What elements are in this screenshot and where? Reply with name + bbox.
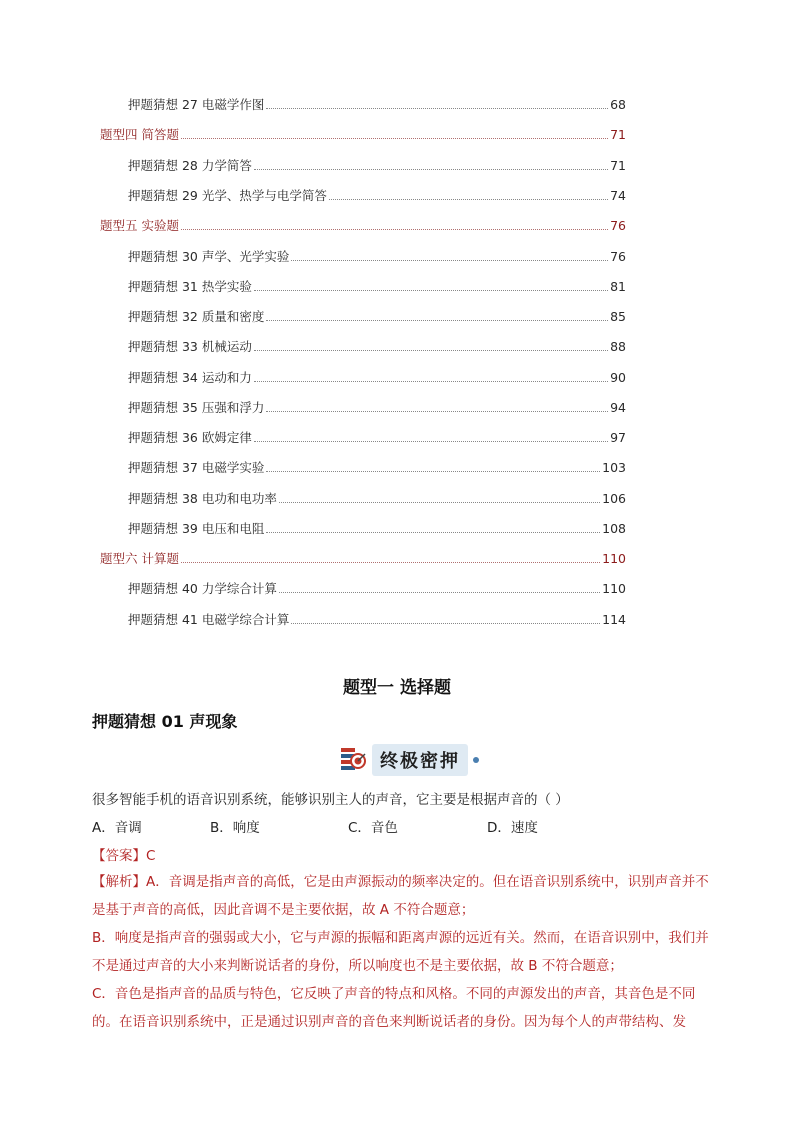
toc-entry[interactable] [128,400,626,416]
banner-label: 终极密押 [372,744,468,776]
toc-entry-title: 押题猜想 36 欧姆定律 [128,430,252,445]
section-heading: 题型一 选择题 [343,678,451,698]
toc-entry-page: 94 [610,400,626,415]
toc-entry[interactable] [128,612,626,628]
toc-entry-title: 押题猜想 31 热学实验 [128,279,252,294]
toc-entry-page: 68 [610,97,626,112]
toc-entry-page: 108 [602,521,626,536]
toc-leader-dots [279,501,600,503]
toc-entry[interactable] [128,339,626,355]
toc-entry-title: 押题猜想 35 压强和浮力 [128,400,265,415]
analysis-label: 【解析】 [92,874,146,890]
toc-entry[interactable] [128,521,626,537]
toc-leader-dots [329,198,608,200]
toc-entry-page: 71 [610,158,626,173]
toc-leader-dots [254,168,608,170]
option-c[interactable]: C．音色 [348,820,398,836]
toc-leader-dots [266,470,600,472]
analysis-paragraph: C．音色是指声音的品质与特色，它反映了声音的特点和风格。不同的声源发出的声音，其音色是不同的。在语音识别系统中，正是通过识别声音的音色来判断说话者的身份。因为每个人的声带结构、发 [92,986,696,1030]
toc-entry[interactable] [128,249,626,265]
toc-entry-page: 76 [610,218,626,233]
toc-entry-title: 押题猜想 34 运动和力 [128,370,252,385]
toc-section-entry[interactable] [100,551,626,567]
toc-entry-title: 押题猜想 33 机械运动 [128,339,252,354]
toc-entry-page: 74 [610,188,626,203]
toc-entry-page: 90 [610,370,626,385]
toc-leader-dots [291,622,600,624]
final-prediction-banner [340,744,479,776]
toc-entry-page: 103 [602,460,626,475]
toc-entry-page: 114 [602,612,626,627]
toc-entry[interactable] [128,158,626,174]
toc-entry[interactable] [128,309,626,325]
toc-entry[interactable] [128,97,626,113]
analysis-text: A．音调是指声音的高低，它是由声源振动的频率决定的。但在语音识别系统中，识别声音并不是基于声音的高低，因此音调不是主要依据，故 A 不符合题意； [92,874,709,918]
analysis-paragraph [92,868,722,924]
toc-leader-dots [266,319,608,321]
toc-entry-page: 110 [602,581,626,596]
toc-entry-title: 题型四 简答题 [100,127,179,142]
answer-value: C [146,848,156,864]
option-b[interactable]: B．响度 [210,820,260,836]
toc-entry-page: 110 [602,551,626,566]
toc-section-entry[interactable] [100,127,626,143]
toc-leader-dots [266,107,608,109]
option-a[interactable]: A．音调 [92,820,142,836]
toc-entry-title: 押题猜想 32 质量和密度 [128,309,265,324]
toc-entry-title: 押题猜想 40 力学综合计算 [128,581,277,596]
target-board-icon [340,745,366,775]
toc-entry-title: 押题猜想 28 力学简答 [128,158,252,173]
toc-leader-dots [181,137,608,139]
toc-entry[interactable] [128,430,626,446]
answer-line [92,842,722,870]
toc-entry-page: 88 [610,339,626,354]
toc-entry-page: 71 [610,127,626,142]
toc-entry-title: 押题猜想 38 电功和电功率 [128,491,277,506]
toc-leader-dots [279,591,600,593]
toc-leader-dots [254,440,608,442]
option-d[interactable]: D．速度 [487,820,538,836]
toc-leader-dots [254,349,608,351]
banner-dot [473,757,479,763]
toc-leader-dots [266,531,600,533]
toc-entry[interactable] [128,370,626,386]
toc-entry-page: 106 [602,491,626,506]
question-stem: 很多智能手机的语音识别系统，能够识别主人的声音，它主要是根据声音的（ ） [92,792,569,808]
toc-entry-title: 押题猜想 29 光学、热学与电学简答 [128,188,327,203]
toc-leader-dots [291,259,608,261]
toc-leader-dots [254,380,608,382]
topic-heading: 押题猜想 01 声现象 [92,712,238,731]
answer-label: 【答案】 [92,848,146,864]
toc-section-entry[interactable] [100,218,626,234]
toc-entry-page: 76 [610,249,626,264]
toc-entry[interactable] [128,188,626,204]
toc-leader-dots [266,410,608,412]
toc-entry-title: 押题猜想 39 电压和电阻 [128,521,265,536]
toc-entry-title: 押题猜想 30 声学、光学实验 [128,249,290,264]
answer-options [92,814,722,842]
toc-entry-title: 押题猜想 27 电磁学作图 [128,97,265,112]
analysis-block [92,868,722,1036]
toc-leader-dots [181,561,600,563]
toc-leader-dots [254,289,608,291]
toc-entry-title: 题型六 计算题 [100,551,179,566]
toc-leader-dots [181,228,608,230]
toc-entry-page: 97 [610,430,626,445]
toc-entry-title: 题型五 实验题 [100,218,179,233]
toc-entry[interactable] [128,279,626,295]
toc-entry-title: 押题猜想 41 电磁学综合计算 [128,612,290,627]
toc-entry-page: 85 [610,309,626,324]
toc-entry[interactable] [128,581,626,597]
analysis-paragraph: B．响度是指声音的强弱或大小，它与声源的振幅和距离声源的远近有关。然而，在语音识别中，我们并不是通过声音的大小来判断说话者的身份，所以响度也不是主要依据，故 B 不符合题意； [92,930,709,974]
toc-entry-title: 押题猜想 37 电磁学实验 [128,460,265,475]
toc-entry[interactable] [128,460,626,476]
toc-entry-page: 81 [610,279,626,294]
toc-entry[interactable] [128,491,626,507]
